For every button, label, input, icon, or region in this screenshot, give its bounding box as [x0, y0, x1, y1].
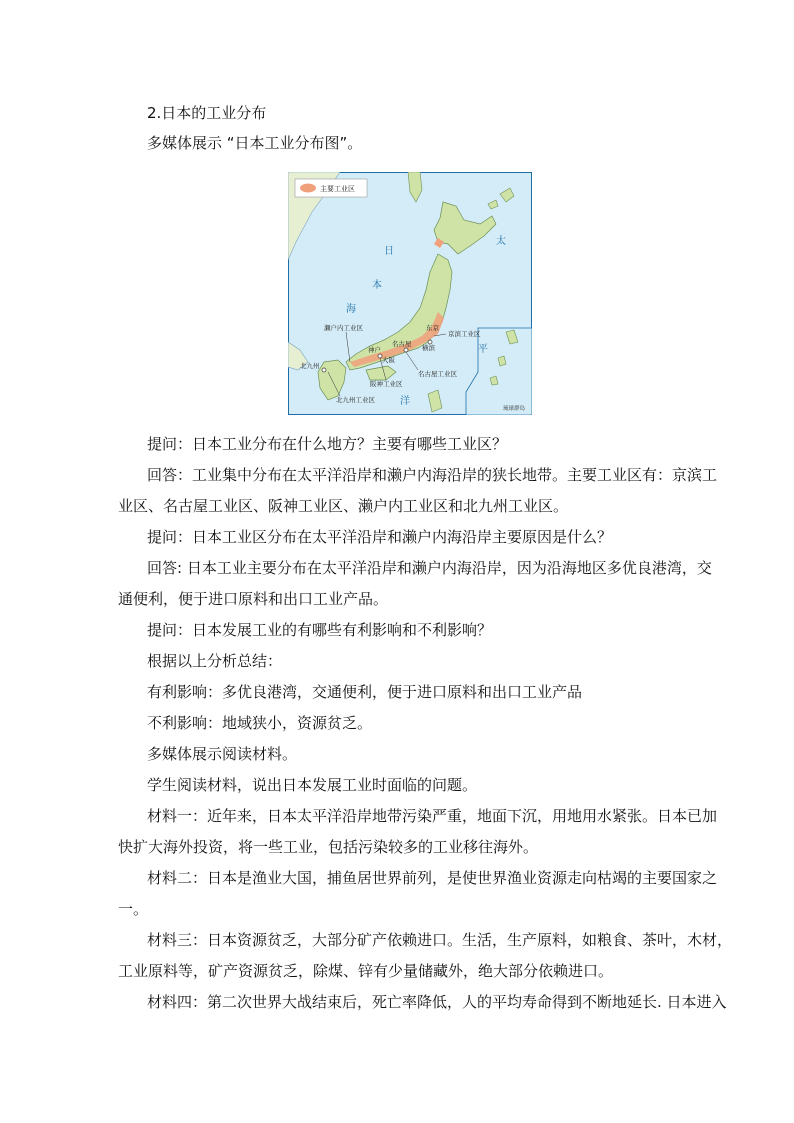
paragraph-11-line-0: 材料二：日本是渔业大国，捕鱼居世界前列，是使世界渔业资源走向枯竭的主要国家之	[147, 869, 718, 887]
paragraph-3-line-1: 通便利，便于进口原料和出口工业产品。	[118, 590, 389, 608]
city-kobe: 神户	[368, 346, 381, 354]
paragraph-9-line-0: 学生阅读材料，说出日本发展工业时面临的问题。	[147, 776, 478, 794]
paragraph-1-line-1: 业区、名古屋工业区、阪神工业区、濑户内工业区和北九州工业区。	[118, 497, 569, 515]
paragraph-2-line-0: 提问：日本工业区分布在太平洋沿岸和濑户内海沿岸主要原因是什么？	[147, 528, 613, 546]
legend-label: 主要工业区	[320, 185, 355, 193]
paragraph-10-line-1: 快扩大海外投资，将一些工业，包括污染较多的工业移往海外。	[118, 838, 539, 856]
sea-label-ben: 本	[372, 280, 382, 291]
region-keihin: 京滨工业区	[448, 330, 481, 338]
city-yokohama: 横滨	[422, 344, 435, 352]
paragraph-5-line-0: 根据以上分析总结：	[147, 652, 283, 670]
paragraph-1-line-0: 回答：工业集中分布在太平洋沿岸和濑户内海沿岸的狭长地带。主要工业区有：京滨工	[147, 466, 718, 484]
region-nagoya: 名古屋工业区	[418, 370, 457, 378]
paragraph-0-line-0: 提问：日本工业分布在什么地方？主要有哪些工业区？	[147, 435, 508, 453]
paragraph-4-line-0: 提问：日本发展工业的有哪些有利影响和不利影响？	[147, 621, 493, 639]
kitakyushu-dot	[322, 368, 326, 372]
intro-line: 多媒体展示 “日本工业分布图”。	[147, 134, 363, 152]
paragraph-6-line-0: 有利影响：多优良港湾，交通便利，便于进口原料和出口工业产品	[147, 683, 583, 701]
section-heading: 2.日本的工业分布	[147, 104, 267, 122]
paragraph-8-line-0: 多媒体展示阅读材料。	[147, 745, 298, 763]
nagoya-dot	[404, 348, 408, 352]
paragraph-13-line-0: 材料四：第二次世界大战结束后，死亡率降低，人的平均寿命得到不断地延长. 日本进入	[147, 993, 727, 1011]
paragraph-7-line-0: 不利影响：地域狭小，资源贫乏。	[147, 714, 373, 732]
inset-label: 琉球群岛	[503, 406, 526, 412]
paragraph-3-line-0: 回答: 日本工业主要分布在太平洋沿岸和濑户内海沿岸，因为沿海地区多优良港湾，交	[147, 559, 712, 577]
region-kitakyushu: 北九州工业区	[336, 396, 375, 404]
paragraph-11-line-1: 一。	[118, 900, 149, 918]
city-osaka: 大阪	[382, 356, 395, 364]
ocean-label-tai: 太	[496, 236, 506, 247]
sea-label-ri: 日	[384, 246, 394, 257]
paragraph-12-line-1: 工业原料等，矿产资源贫乏，除煤、锌有少量储藏外，绝大部分依赖进口。	[118, 962, 614, 980]
japan-industry-map	[288, 172, 532, 415]
sea-label-hai: 海	[346, 304, 356, 315]
paragraph-10-line-0: 材料一：近年来，日本太平洋沿岸地带污染严重，地面下沉，用地用水紧张。日本已加	[147, 807, 718, 825]
ocean-label-yang: 洋	[400, 396, 410, 407]
ocean-label-ping: 平	[478, 344, 488, 355]
region-setouchi: 瀬户内工业区	[324, 324, 363, 332]
city-tokyo: 东京	[426, 324, 439, 332]
city-kitakyushu: 北九州	[300, 362, 320, 370]
legend-swatch	[300, 184, 316, 193]
city-nagoya: 名古屋	[392, 340, 412, 348]
region-hanshin: 阪神工业区	[370, 380, 403, 388]
paragraph-12-line-0: 材料三：日本资源贫乏，大部分矿产依赖进口。生活，生产原料，如粮食、茶叶，木材，	[147, 931, 733, 949]
